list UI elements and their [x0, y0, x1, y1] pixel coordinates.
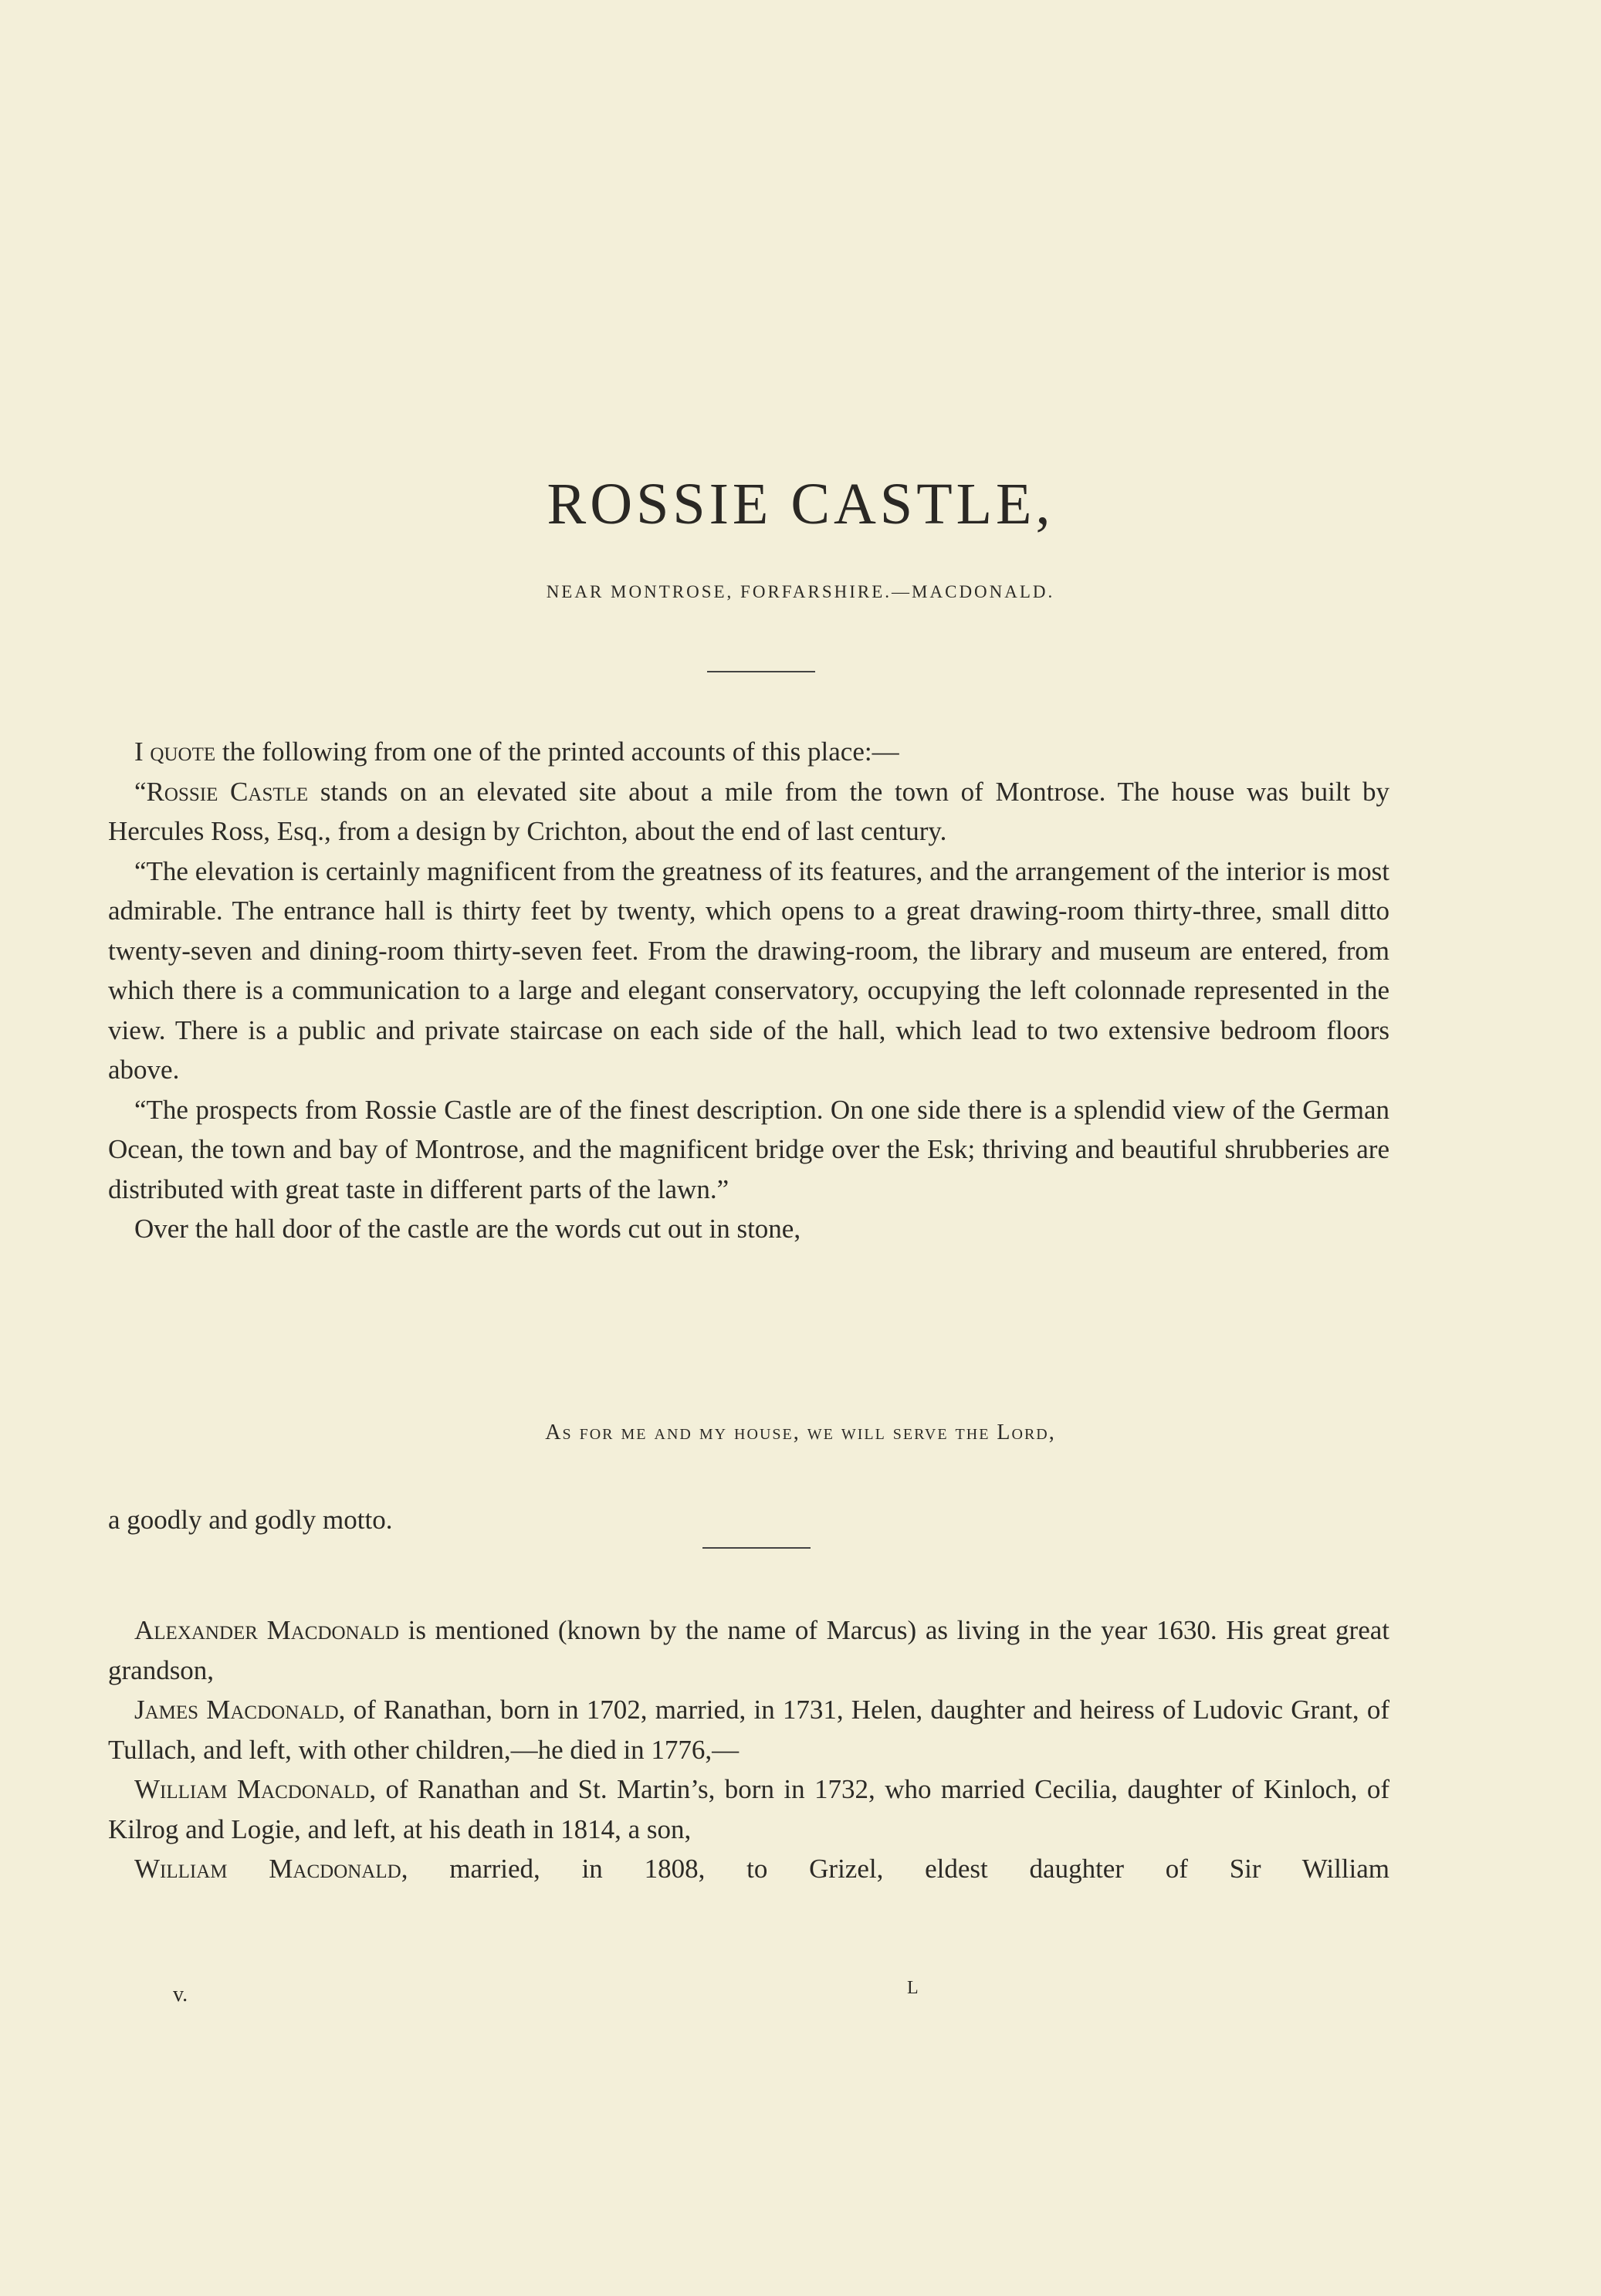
- page-subtitle: NEAR MONTROSE, FORFARSHIRE.—MACDONALD.: [546, 582, 1055, 601]
- motto-line: As for me and my house, we will serve the Lord,: [545, 1421, 1056, 1444]
- paragraph-text: the following from one of the printed accounts of this place:—: [215, 737, 899, 767]
- paragraph-text: stands on an elevated site about a mile from the town of Montrose. The house was built by Hercules Ross, Esq., from a design by Crichton, about the end of last century.: [108, 776, 1389, 846]
- open-quote: “: [134, 776, 147, 807]
- paragraph: Over the hall door of the castle are the words cut out in stone,: [134, 1214, 801, 1244]
- page-title: ROSSIE CASTLE,: [547, 472, 1054, 537]
- genealogy-entry: [108, 1610, 1389, 1690]
- smallcaps-lead: Rossie Castle: [146, 776, 309, 807]
- paragraph: “The prospects from Rossie Castle are of the finest description. On one side there is a splendid view of the German Ocean, the town and bay of Montrose, and the magnificent bridge over the Esk; thriving and beautiful shrubberies are distributed with great taste in different parts of the lawn.”: [108, 1094, 1389, 1204]
- genealogy-entry: [108, 1690, 1389, 1769]
- entry-text: is mentioned (known by the name of Marcus) as living in the year 1630. His great great grandson,: [108, 1615, 1389, 1685]
- person-name: William Macdonald: [134, 1854, 401, 1884]
- entry-text: , of Ranathan, born in 1702, married, in 1731, Helen, daughter and heiress of Ludovic Grant, of Tullach, and left, with other children,—he died in 1776,—: [108, 1695, 1389, 1765]
- paragraph: “The elevation is certainly magnificent from the greatness of its features, and the arrangement of the interior is most admirable. The entrance hall is thirty feet by twenty, which opens to a great drawing-room thirty-three, small ditto twenty-seven and dining-room thirty-seven feet. From the drawing-room, the library and museum are entered, from which there is a communication to a large and elegant conservatory, occupying the left colonnade represented in the view. There is a public and private staircase on each side of the hall, which lead to two extensive bedroom floors above.: [108, 855, 1389, 1085]
- genealogy-entry: [108, 1849, 1389, 1889]
- smallcaps-lead: I quote: [134, 737, 216, 767]
- person-name: Alexander Macdonald: [134, 1615, 399, 1645]
- motto-comment: [108, 1500, 1389, 1540]
- signature-mark: L: [907, 1978, 919, 1998]
- volume-mark: v.: [173, 1983, 188, 2006]
- paragraph: [108, 772, 1389, 852]
- entry-text: , married, in 1808, to Grizel, eldest daughter of Sir William: [401, 1854, 1389, 1884]
- divider-rule: [702, 1547, 811, 1549]
- person-name: William Macdonald: [134, 1774, 370, 1804]
- intro-paragraph: [108, 732, 1389, 772]
- paragraph: a goodly and godly motto.: [108, 1505, 393, 1535]
- person-name: James Macdonald: [134, 1695, 339, 1725]
- divider-rule: [707, 671, 815, 672]
- genealogy-entry: [108, 1769, 1389, 1849]
- quoted-account: [108, 732, 1389, 1249]
- genealogy: [108, 1610, 1389, 1889]
- entry-text: , of Ranathan and St. Martin’s, born in 1732, who married Cecilia, daughter of Kinloch, of Kilrog and Logie, and left, at his death in 1814, a son,: [108, 1774, 1389, 1844]
